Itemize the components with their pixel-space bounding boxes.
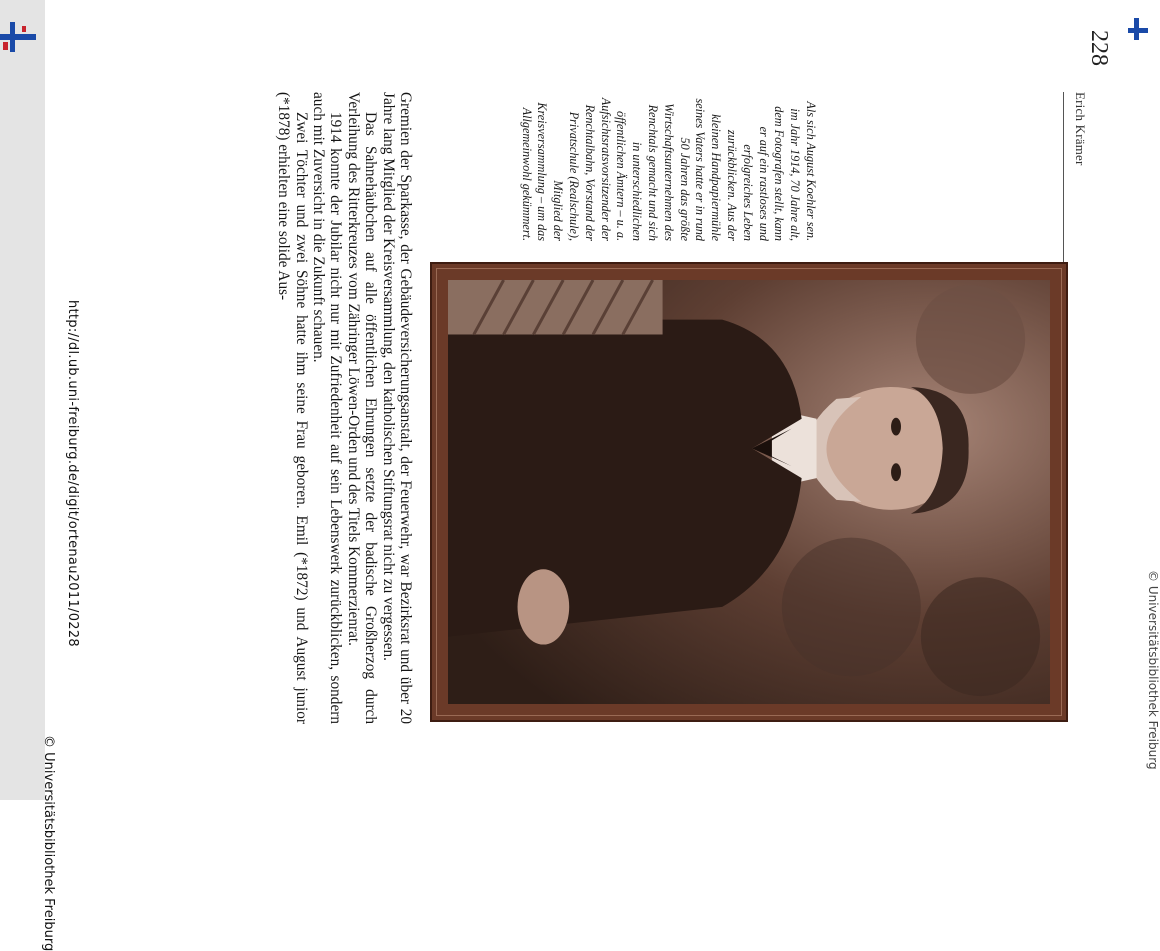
- body-paragraph: 1914 konnte der Jubilar nicht nur mit Zufriedenheit auf sein Lebenswerk zurückblicken, sondern auch mit Zuversicht in die Zukunft schauen.: [309, 92, 345, 724]
- body-paragraph: Zwei Töchter und zwei Söhne hatte ihm seine Frau geboren. Emil (*1872) und August junior (*1878) erhielten eine solide Aus-: [275, 92, 310, 724]
- viewer-side-strip: [0, 0, 45, 800]
- library-logo-icon: [0, 22, 40, 52]
- source-url-link[interactable]: http://dl.ub.uni-freiburg.de/digit/ortenau2011/0228: [65, 300, 80, 647]
- rotated-book-page: [41, 0, 1160, 951]
- photo-caption: Als sich August Koehler sen. im Jahr 1914, 70 Jahre alt, dem Fotografen stellt, kann er auf ein rastloses und erfolgreiches Leben zurückblicken. Aus der kleinen Handpapiermühle seines Vaters hatte er in rund 50 Jahren das größte Wirtschaftsunternehmen des Renchtals gemacht und sich in unterschiedlichen öffentlichen Ämtern – u. a. Aufsichtsratsvorsitzender der Renchtalbahn, Vorstand der Privatschule (Realschule), Mitglied der Kreisversammlung – um das Allgemeinwohl gekümmert.: [519, 97, 818, 241]
- running-head-author: Erich Krämer: [1073, 92, 1088, 166]
- body-text: [275, 92, 414, 724]
- copyright-top: © Universitätsbibliothek Freiburg: [1146, 570, 1160, 770]
- portrait-photo: [448, 280, 1050, 704]
- body-paragraph: Gremien der Sparkasse, der Gebäudeversicherungsanstalt, der Feuerwehr, war Bezirksrat und über 20 Jahre lang Mitglied der Kreisversammlung, den katholischen Stiftungsrat nicht zu vergessen.: [379, 92, 414, 724]
- page-number: 228: [1086, 30, 1112, 66]
- copyright-bottom: © Universitätsbibliothek Freiburg: [41, 735, 56, 951]
- body-paragraph: Das Sahnehäubchen auf alle öffentlichen Ehrungen setzte der badische Großherzog durch Verleihung des Ritterkreuzes vom Zähringer Löwen-Orden und des Titels Kommerzienrat.: [344, 92, 380, 724]
- framed-photograph: [430, 262, 1068, 722]
- portrait-photo-image: [448, 280, 1050, 704]
